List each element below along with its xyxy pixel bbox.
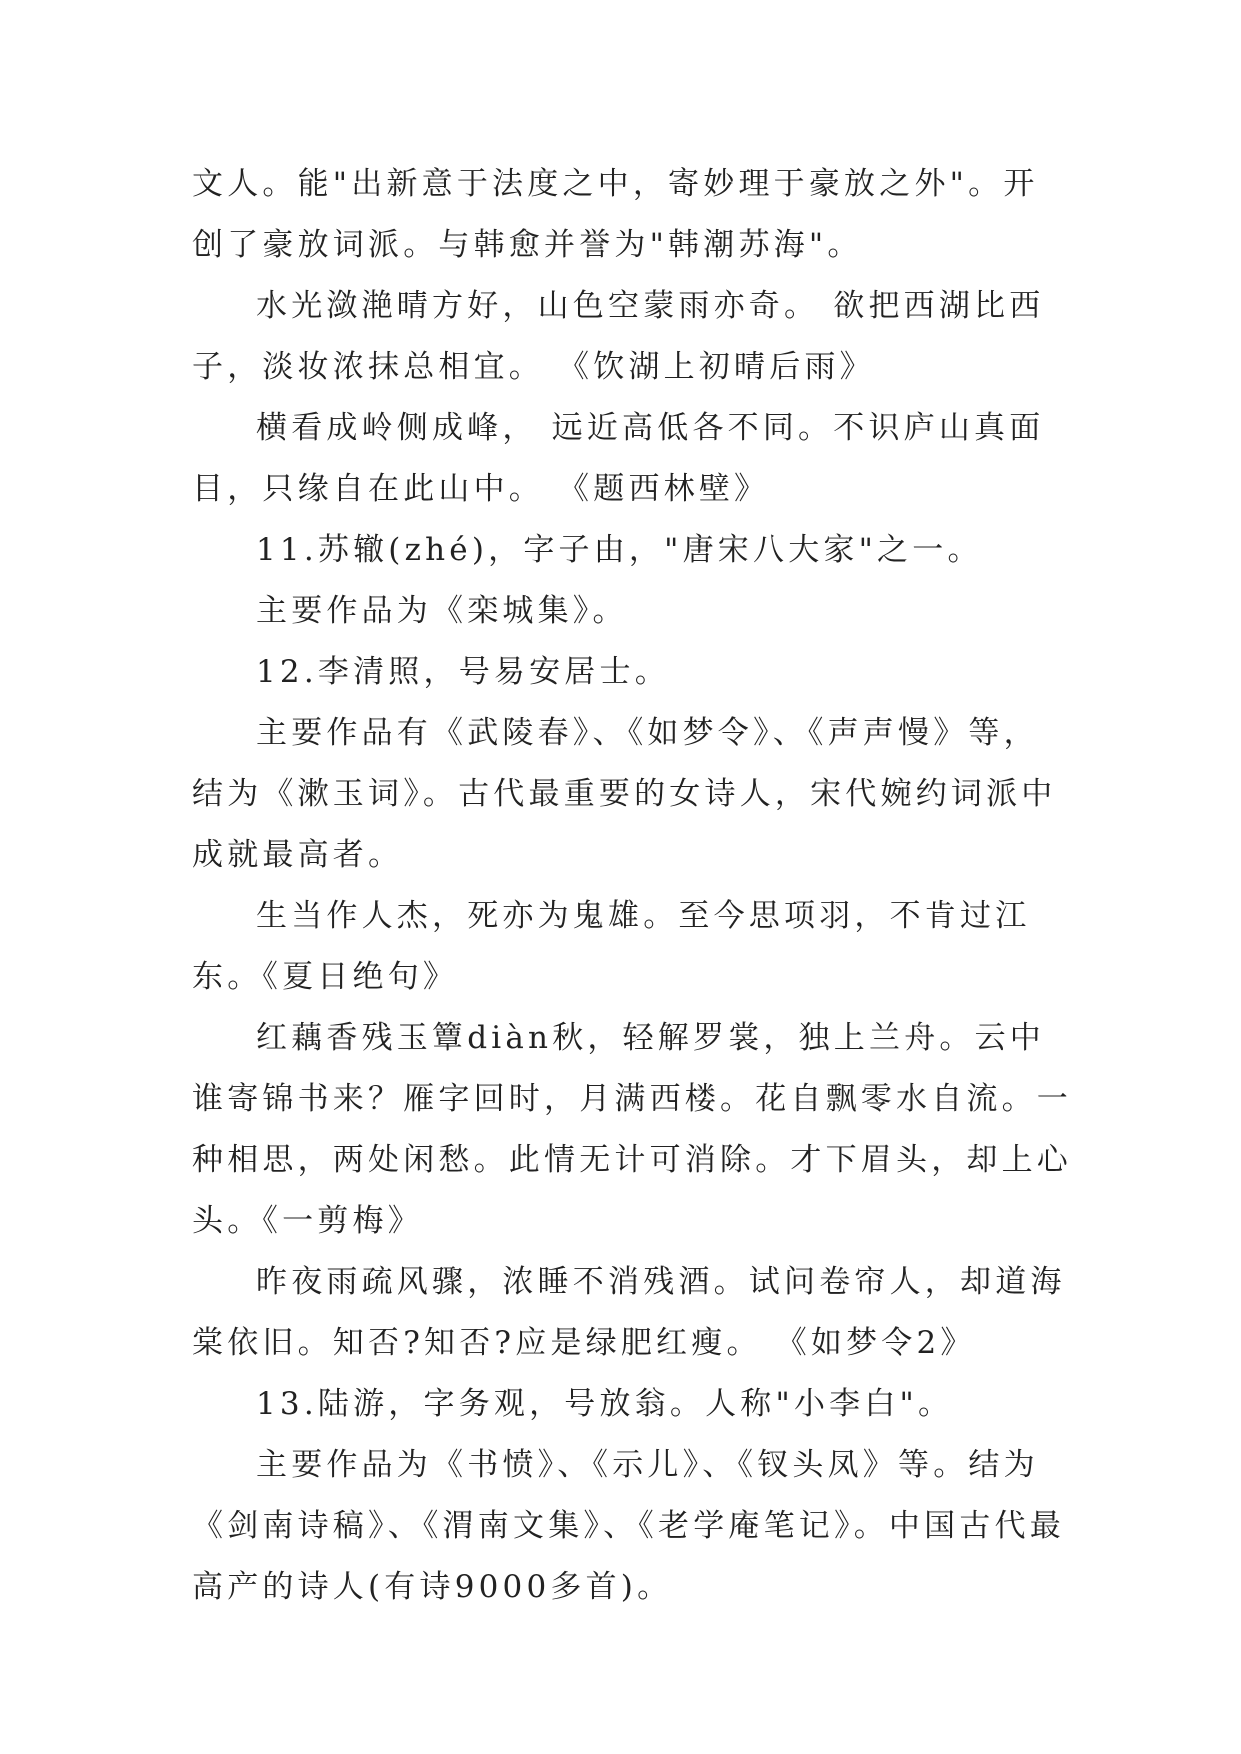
paragraph-li-qingzhao-works: 主要作品有《武陵春》、《如梦令》、《声声慢》等，结为《漱玉词》。古代最重要的女诗人，宋代婉约词派中成就最高者。 [192,715,1057,873]
paragraph-lu-you-works: 主要作品为《书愤》、《示儿》、《钗头凤》等。结为《剑南诗稿》、《渭南文集》、《老学庵笔记》。中国古代最高产的诗人(有诗9000多首)。 [192,1447,1065,1605]
paragraph-lu-you-heading: 13.陆游，字务观，号放翁。人称"小李白"。 [256,1386,954,1422]
paragraph-su-zhe-works: 主要作品为《栾城集》。 [256,593,628,629]
paragraph-su-zhe-heading: 11.苏辙(zhé)，字子由，"唐宋八大家"之一。 [256,532,983,568]
paragraph-su-shi-intro-continued: 文人。能"出新意于法度之中，寄妙理于豪放之外"。开创了豪放词派。与韩愈并誉为"韩潮苏海"。 [192,166,1039,263]
paragraph-poem-yi-jian-mei: 红藕香残玉簟diàn秋，轻解罗裳，独上兰舟。云中谁寄锦书来？雁字回时，月满西楼。花自飘零水自流。一种相思，两处闲愁。此情无计可消除。才下眉头，却上心头。《一剪梅》 [192,1020,1072,1239]
paragraph-poem-ti-xi-lin-bi: 横看成岭侧成峰， 远近高低各不同。不识庐山真面目，只缘自在此山中。 《题西林壁》 [192,410,1045,507]
paragraph-li-qingzhao-heading: 12.李清照，号易安居士。 [256,654,670,690]
paragraph-poem-ru-meng-ling: 昨夜雨疏风骤，浓睡不消残酒。试问卷帘人，却道海棠依旧。知否?知否?应是绿肥红瘦。 《如梦令2》 [192,1264,1066,1361]
document-body [192,154,1072,1618]
paragraph-poem-yin-hu-shang: 水光潋滟晴方好，山色空蒙雨亦奇。 欲把西湖比西子，淡妆浓抹总相宜。 《饮湖上初晴后雨》 [192,288,1045,385]
paragraph-poem-xia-ri-jue-ju: 生当作人杰，死亦为鬼雄。至今思项羽，不肯过江东。《夏日绝句》 [192,898,1031,995]
